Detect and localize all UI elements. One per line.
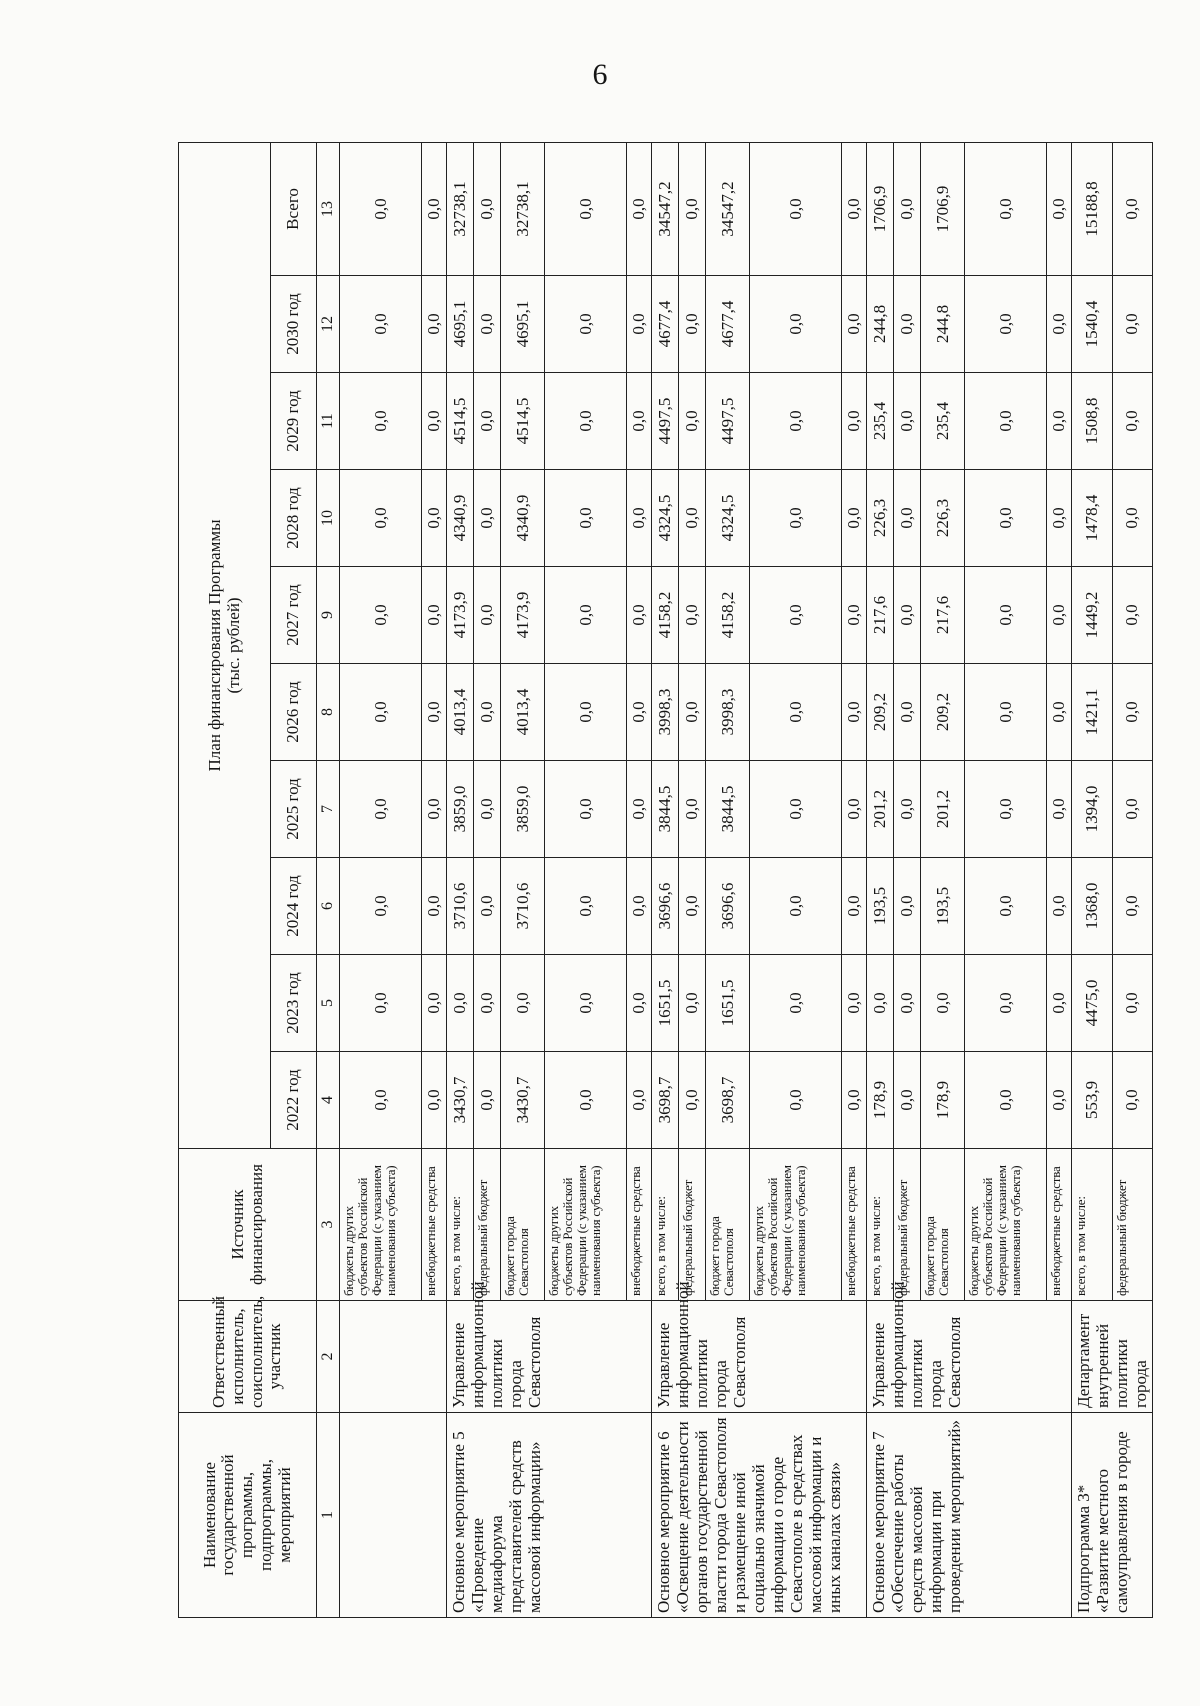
total-value-cell: 34547,2 (706, 142, 750, 275)
responsible-cell (340, 1301, 447, 1413)
year-value-cell: 0,0 (750, 955, 842, 1052)
program-name-cell: Основное мероприятие 5 «Проведение медиафорума представителей средств массовой информации» (447, 1413, 652, 1618)
year-value-cell: 0,0 (340, 664, 422, 761)
year-value-cell: 3844,5 (706, 761, 750, 858)
year-value-cell: 3698,7 (652, 1052, 679, 1149)
header-year: 2030 год (271, 276, 317, 373)
year-value-cell: 0,0 (894, 955, 921, 1052)
year-value-cell: 0,0 (1112, 373, 1153, 470)
table-row (340, 142, 422, 1617)
year-value-cell: 0,0 (750, 761, 842, 858)
year-value-cell: 4695,1 (447, 276, 474, 373)
total-value-cell: 0,0 (1112, 142, 1153, 275)
year-value-cell: 4173,9 (501, 567, 545, 664)
header-year: 2027 год (271, 567, 317, 664)
year-value-cell: 0,0 (474, 664, 501, 761)
year-value-cell: 0,0 (842, 761, 867, 858)
year-value-cell: 0,0 (340, 1052, 422, 1149)
year-value-cell: 4514,5 (501, 373, 545, 470)
column-number: 3 (317, 1149, 340, 1301)
year-value-cell: 0,0 (750, 1052, 842, 1149)
year-value-cell: 244,8 (921, 276, 965, 373)
source-cell: федеральный бюджет (1112, 1149, 1153, 1301)
year-value-cell: 0,0 (750, 567, 842, 664)
header-year: 2022 год (271, 1052, 317, 1149)
source-cell: бюджет города Севастополя (921, 1149, 965, 1301)
year-value-cell: 553,9 (1072, 1052, 1113, 1149)
header-year: 2026 год (271, 664, 317, 761)
total-value-cell: 0,0 (340, 142, 422, 275)
total-value-cell: 32738,1 (501, 142, 545, 275)
year-value-cell: 3430,7 (501, 1052, 545, 1149)
total-value-cell: 0,0 (474, 142, 501, 275)
year-value-cell: 0,0 (474, 761, 501, 858)
year-value-cell: 4475,0 (1072, 955, 1113, 1052)
responsible-cell: Управление информационной политики города Севастополя (447, 1301, 652, 1413)
table-row (447, 142, 474, 1617)
total-value-cell: 0,0 (842, 142, 867, 275)
year-value-cell: 4695,1 (501, 276, 545, 373)
year-value-cell: 226,3 (867, 470, 894, 567)
year-value-cell: 0,0 (842, 567, 867, 664)
year-value-cell: 0,0 (422, 470, 447, 567)
year-value-cell: 0,0 (474, 567, 501, 664)
source-cell: всего, в том числе: (867, 1149, 894, 1301)
year-value-cell: 0,0 (679, 761, 706, 858)
year-value-cell: 0,0 (1047, 276, 1072, 373)
year-value-cell: 0,0 (422, 276, 447, 373)
year-value-cell: 1449,2 (1072, 567, 1113, 664)
year-value-cell: 1368,0 (1072, 858, 1113, 955)
program-name-cell: Основное мероприятие 6 «Освещение деятельности органов государственной власти города Севастополя и размещение иной социально значимой информации о городе Севастополе в средствах массовой информации и иных каналах связи» (652, 1413, 867, 1618)
year-value-cell: 178,9 (921, 1052, 965, 1149)
year-value-cell: 0,0 (1047, 761, 1072, 858)
year-value-cell: 209,2 (921, 664, 965, 761)
source-cell: бюджеты других субъектов Российской Федерации (с указанием наименования субъекта) (965, 1149, 1047, 1301)
year-value-cell: 1508,8 (1072, 373, 1113, 470)
year-value-cell: 244,8 (867, 276, 894, 373)
year-value-cell: 0,0 (965, 1052, 1047, 1149)
year-value-cell: 0,0 (340, 373, 422, 470)
total-value-cell: 1706,9 (921, 142, 965, 275)
table-row (1072, 142, 1113, 1617)
program-name-cell: Подпрограмма 3* «Развитие местного самоуправления в городе (1072, 1413, 1153, 1618)
total-value-cell: 32738,1 (447, 142, 474, 275)
header-total: Всего (271, 142, 317, 275)
source-cell: внебюджетные средства (1047, 1149, 1072, 1301)
year-value-cell: 0,0 (1112, 567, 1153, 664)
year-value-cell: 0,0 (340, 276, 422, 373)
total-value-cell: 0,0 (422, 142, 447, 275)
year-value-cell: 0,0 (750, 373, 842, 470)
year-value-cell: 1540,4 (1072, 276, 1113, 373)
year-value-cell: 201,2 (867, 761, 894, 858)
year-value-cell: 4013,4 (501, 664, 545, 761)
column-number: 5 (317, 955, 340, 1052)
column-number: 11 (317, 373, 340, 470)
year-value-cell: 0,0 (627, 858, 652, 955)
column-number: 4 (317, 1052, 340, 1149)
total-value-cell: 0,0 (750, 142, 842, 275)
column-number: 6 (317, 858, 340, 955)
year-value-cell: 0,0 (842, 955, 867, 1052)
source-cell: федеральный бюджет (474, 1149, 501, 1301)
total-value-cell: 0,0 (965, 142, 1047, 275)
year-value-cell: 0,0 (679, 664, 706, 761)
year-value-cell: 0,0 (1047, 1052, 1072, 1149)
year-value-cell: 4173,9 (447, 567, 474, 664)
column-number: 13 (317, 142, 340, 275)
table-row (867, 142, 894, 1617)
year-value-cell: 0,0 (545, 761, 627, 858)
year-value-cell: 3698,7 (706, 1052, 750, 1149)
year-value-cell: 4497,5 (706, 373, 750, 470)
year-value-cell: 3430,7 (447, 1052, 474, 1149)
year-value-cell: 0,0 (921, 955, 965, 1052)
year-value-cell: 4013,4 (447, 664, 474, 761)
year-value-cell: 0,0 (627, 664, 652, 761)
year-value-cell: 4514,5 (447, 373, 474, 470)
year-value-cell: 0,0 (750, 470, 842, 567)
source-cell: внебюджетные средства (627, 1149, 652, 1301)
year-value-cell: 0,0 (1112, 1052, 1153, 1149)
year-value-cell: 0,0 (679, 955, 706, 1052)
year-value-cell: 0,0 (679, 470, 706, 567)
source-cell: всего, в том числе: (447, 1149, 474, 1301)
year-value-cell: 0,0 (422, 664, 447, 761)
year-value-cell: 0,0 (627, 955, 652, 1052)
year-value-cell: 4158,2 (706, 567, 750, 664)
column-number: 8 (317, 664, 340, 761)
year-value-cell: 0,0 (627, 470, 652, 567)
year-value-cell: 0,0 (965, 955, 1047, 1052)
header-plan (179, 142, 271, 1148)
year-value-cell: 0,0 (842, 664, 867, 761)
year-value-cell: 178,9 (867, 1052, 894, 1149)
year-value-cell: 0,0 (1047, 373, 1072, 470)
financing-plan-table (178, 142, 1153, 1618)
source-cell: федеральный бюджет (894, 1149, 921, 1301)
year-value-cell: 235,4 (921, 373, 965, 470)
year-value-cell: 4324,5 (652, 470, 679, 567)
year-value-cell: 0,0 (679, 373, 706, 470)
year-value-cell: 1478,4 (1072, 470, 1113, 567)
year-value-cell: 0,0 (1112, 858, 1153, 955)
year-value-cell: 0,0 (842, 858, 867, 955)
year-value-cell: 1394,0 (1072, 761, 1113, 858)
year-value-cell: 0,0 (679, 1052, 706, 1149)
total-value-cell: 0,0 (679, 142, 706, 275)
year-value-cell: 0,0 (545, 276, 627, 373)
year-value-cell: 217,6 (921, 567, 965, 664)
responsible-cell: Управление информационной политики города Севастополя (867, 1301, 1072, 1413)
source-cell: бюджеты других субъектов Российской Федерации (с указанием наименования субъекта) (545, 1149, 627, 1301)
year-value-cell: 3696,6 (706, 858, 750, 955)
year-value-cell: 0,0 (750, 276, 842, 373)
year-value-cell: 0,0 (474, 1052, 501, 1149)
source-cell: бюджеты других субъектов Российской Федерации (с указанием наименования субъекта) (750, 1149, 842, 1301)
source-cell: бюджеты других субъектов Российской Федерации (с указанием наименования субъекта) (340, 1149, 422, 1301)
year-value-cell: 0,0 (422, 1052, 447, 1149)
column-number: 9 (317, 567, 340, 664)
year-value-cell: 0,0 (1112, 955, 1153, 1052)
program-name-cell: Основное мероприятие 7 «Обеспечение работы средств массовой информации при проведении мероприятий» (867, 1413, 1072, 1618)
year-value-cell: 3844,5 (652, 761, 679, 858)
source-cell: внебюджетные средства (842, 1149, 867, 1301)
total-value-cell: 0,0 (1047, 142, 1072, 275)
year-value-cell: 0,0 (627, 276, 652, 373)
table-row (652, 142, 679, 1617)
year-value-cell: 0,0 (340, 955, 422, 1052)
year-value-cell: 0,0 (340, 761, 422, 858)
year-value-cell: 0,0 (422, 761, 447, 858)
header-name: Наименование государственной программы, подпрограммы, мероприятий (179, 1413, 317, 1618)
year-value-cell: 0,0 (750, 858, 842, 955)
total-value-cell: 15188,8 (1072, 142, 1113, 275)
year-value-cell: 3998,3 (652, 664, 679, 761)
year-value-cell: 193,5 (921, 858, 965, 955)
total-value-cell: 0,0 (545, 142, 627, 275)
year-value-cell: 4324,5 (706, 470, 750, 567)
year-value-cell: 0,0 (679, 276, 706, 373)
header-year: 2025 год (271, 761, 317, 858)
year-value-cell: 0,0 (422, 858, 447, 955)
year-value-cell: 0,0 (545, 373, 627, 470)
total-value-cell: 0,0 (627, 142, 652, 275)
header-plan-unit: (тыс. рублей) (223, 597, 243, 694)
column-number: 12 (317, 276, 340, 373)
year-value-cell: 0,0 (894, 373, 921, 470)
header-year: 2029 год (271, 373, 317, 470)
year-value-cell: 0,0 (894, 858, 921, 955)
source-cell: федеральный бюджет (679, 1149, 706, 1301)
year-value-cell: 0,0 (842, 470, 867, 567)
year-value-cell: 0,0 (867, 955, 894, 1052)
column-number: 7 (317, 761, 340, 858)
year-value-cell: 0,0 (340, 567, 422, 664)
year-value-cell: 0,0 (894, 567, 921, 664)
year-value-cell: 0,0 (894, 470, 921, 567)
year-value-cell: 3859,0 (501, 761, 545, 858)
source-cell: всего, в том числе: (652, 1149, 679, 1301)
year-value-cell: 4340,9 (501, 470, 545, 567)
year-value-cell: 0,0 (474, 858, 501, 955)
year-value-cell: 0,0 (750, 664, 842, 761)
column-number: 10 (317, 470, 340, 567)
year-value-cell: 0,0 (965, 858, 1047, 955)
year-value-cell: 193,5 (867, 858, 894, 955)
year-value-cell: 3859,0 (447, 761, 474, 858)
year-value-cell: 0,0 (474, 470, 501, 567)
year-value-cell: 0,0 (1112, 761, 1153, 858)
year-value-cell: 0,0 (842, 276, 867, 373)
header-year: 2023 год (271, 955, 317, 1052)
total-value-cell: 1706,9 (867, 142, 894, 275)
year-value-cell: 209,2 (867, 664, 894, 761)
year-value-cell: 0,0 (474, 276, 501, 373)
year-value-cell: 1651,5 (652, 955, 679, 1052)
year-value-cell: 0,0 (894, 664, 921, 761)
year-value-cell: 0,0 (545, 858, 627, 955)
year-value-cell: 0,0 (422, 955, 447, 1052)
column-number: 2 (317, 1301, 340, 1413)
year-value-cell: 0,0 (1112, 276, 1153, 373)
year-value-cell: 0,0 (1047, 664, 1072, 761)
year-value-cell: 0,0 (965, 761, 1047, 858)
year-value-cell: 3710,6 (501, 858, 545, 955)
year-value-cell: 0,0 (965, 664, 1047, 761)
year-value-cell: 3696,6 (652, 858, 679, 955)
column-number: 1 (317, 1413, 340, 1618)
financing-table-rotated (178, 143, 1151, 1618)
year-value-cell: 0,0 (627, 1052, 652, 1149)
year-value-cell: 0,0 (1112, 664, 1153, 761)
header-plan-title: План финансирования Программы (204, 519, 224, 772)
year-value-cell: 0,0 (545, 664, 627, 761)
year-value-cell: 0,0 (679, 567, 706, 664)
year-value-cell: 4340,9 (447, 470, 474, 567)
year-value-cell: 3998,3 (706, 664, 750, 761)
year-value-cell: 4497,5 (652, 373, 679, 470)
year-value-cell: 226,3 (921, 470, 965, 567)
year-value-cell: 4158,2 (652, 567, 679, 664)
source-cell: бюджет города Севастополя (706, 1149, 750, 1301)
year-value-cell: 0,0 (474, 955, 501, 1052)
header-source: Источник финансирования (179, 1149, 317, 1301)
program-name-cell (340, 1413, 447, 1618)
year-value-cell: 0,0 (627, 373, 652, 470)
source-cell: внебюджетные средства (422, 1149, 447, 1301)
year-value-cell: 217,6 (867, 567, 894, 664)
header-responsible: Ответственный исполнитель, соисполнитель, участник (179, 1301, 317, 1413)
year-value-cell: 0,0 (1047, 955, 1072, 1052)
year-value-cell: 0,0 (965, 276, 1047, 373)
year-value-cell: 0,0 (340, 470, 422, 567)
year-value-cell: 0,0 (894, 276, 921, 373)
year-value-cell: 0,0 (340, 858, 422, 955)
year-value-cell: 0,0 (842, 373, 867, 470)
year-value-cell: 201,2 (921, 761, 965, 858)
year-value-cell: 0,0 (894, 761, 921, 858)
year-value-cell: 0,0 (545, 955, 627, 1052)
year-value-cell: 0,0 (545, 470, 627, 567)
year-value-cell: 0,0 (842, 1052, 867, 1149)
year-value-cell: 0,0 (545, 567, 627, 664)
responsible-cell: Департамент внутренней политики города (1072, 1301, 1153, 1413)
year-value-cell: 0,0 (501, 955, 545, 1052)
header-year: 2024 год (271, 858, 317, 955)
year-value-cell: 0,0 (965, 373, 1047, 470)
year-value-cell: 0,0 (1047, 858, 1072, 955)
year-value-cell: 0,0 (422, 373, 447, 470)
year-value-cell: 0,0 (422, 567, 447, 664)
year-value-cell: 0,0 (965, 470, 1047, 567)
year-value-cell: 0,0 (965, 567, 1047, 664)
source-cell: всего, в том числе: (1072, 1149, 1113, 1301)
year-value-cell: 0,0 (474, 373, 501, 470)
year-value-cell: 0,0 (447, 955, 474, 1052)
year-value-cell: 0,0 (1112, 470, 1153, 567)
year-value-cell: 0,0 (1047, 470, 1072, 567)
year-value-cell: 1421,1 (1072, 664, 1113, 761)
page-number: 6 (592, 58, 608, 91)
year-value-cell: 0,0 (894, 1052, 921, 1149)
total-value-cell: 34547,2 (652, 142, 679, 275)
year-value-cell: 4677,4 (706, 276, 750, 373)
year-value-cell: 235,4 (867, 373, 894, 470)
year-value-cell: 0,0 (679, 858, 706, 955)
year-value-cell: 0,0 (627, 567, 652, 664)
year-value-cell: 0,0 (1047, 567, 1072, 664)
year-value-cell: 0,0 (627, 761, 652, 858)
year-value-cell: 3710,6 (447, 858, 474, 955)
source-cell: бюджет города Севастополя (501, 1149, 545, 1301)
header-year: 2028 год (271, 470, 317, 567)
year-value-cell: 1651,5 (706, 955, 750, 1052)
total-value-cell: 0,0 (894, 142, 921, 275)
year-value-cell: 4677,4 (652, 276, 679, 373)
year-value-cell: 0,0 (545, 1052, 627, 1149)
responsible-cell: Управление информационной политики города Севастополя (652, 1301, 867, 1413)
